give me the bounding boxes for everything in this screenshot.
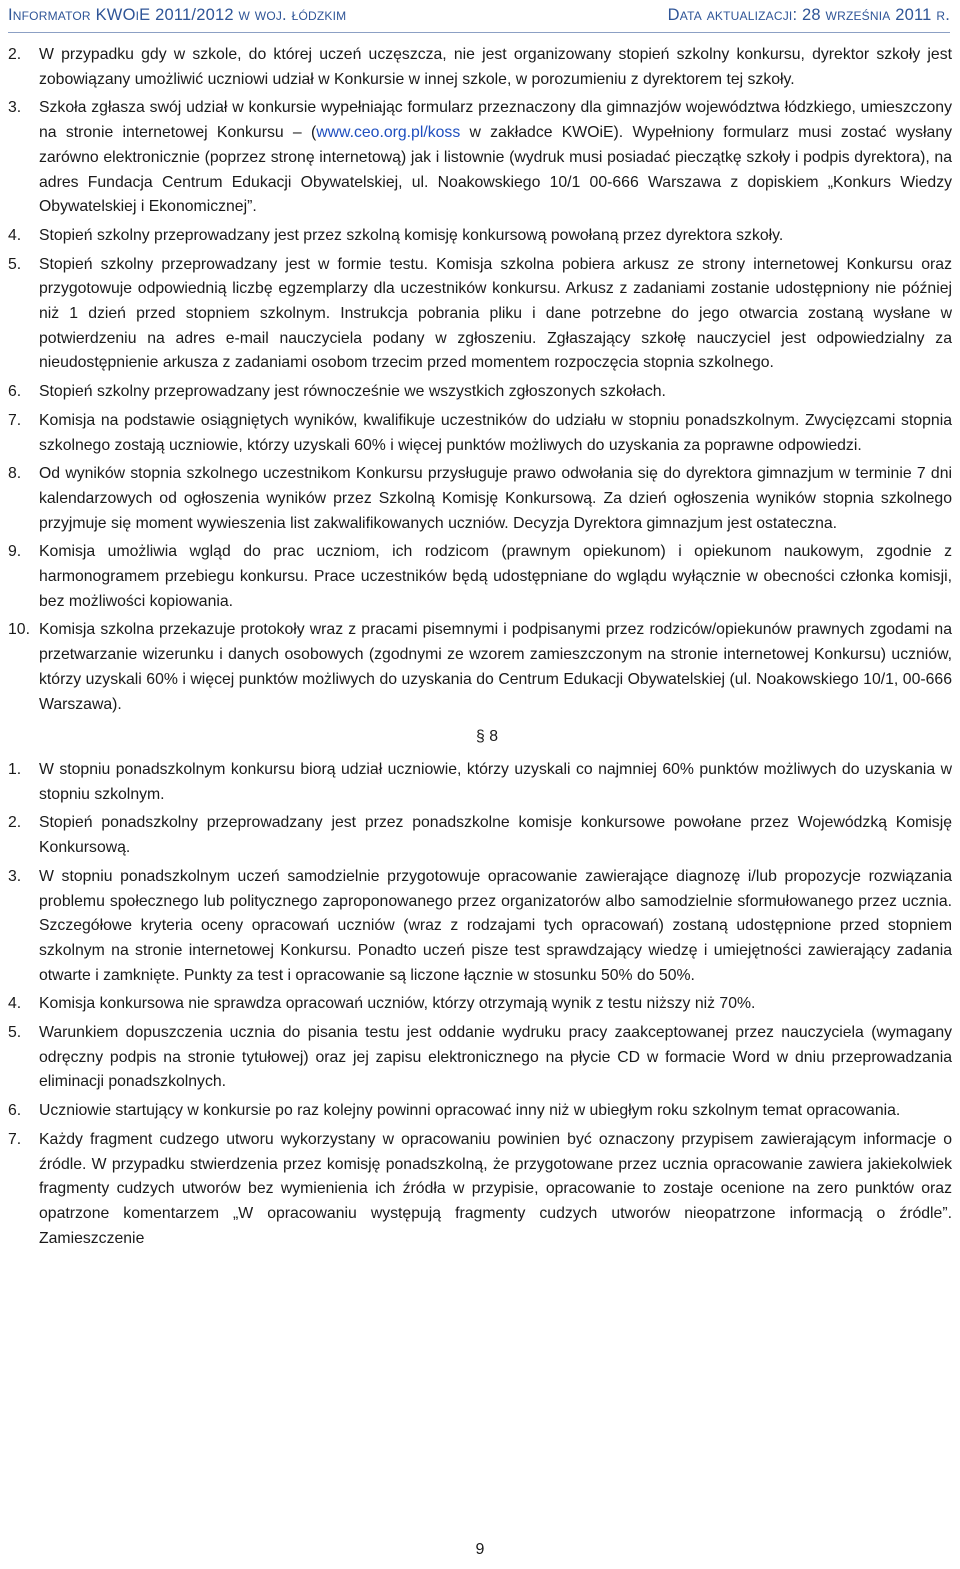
header-title: Informator KWOiE 2011/2012 w woj. łódzkim: [8, 6, 347, 24]
document-body: [8, 43, 952, 1255]
item-number: 3.: [8, 867, 22, 885]
list-item: [8, 380, 952, 405]
list-item: [8, 758, 952, 807]
item-text-part: w zakładce KWOiE). Wypełniony formularz musi zostać wysłany zarówno elektronicznie (poprzez stronę internetową) jak i listownie (wydruk musi posiadać pieczątkę szkoły i podpis dyrektora), na adres Fundacja Centrum Edukacji Obywatelskiej, ul. Noakowskiego 10/1 00-666 Warszawa z dopiskiem „Konkurs Wiedzy Obywatelskiej i Ekonomicznej”.: [39, 124, 953, 216]
item-text-part: Szkoła zgłasza swój udział w konkursie wypełniając formularz przeznaczony dla gimnazjów województwa łódzkiego, umieszczony na stronie internetowej Konkursu – (: [39, 99, 952, 142]
list-item: [8, 462, 952, 536]
item-number: 1.: [8, 760, 22, 778]
item-number: 7.: [8, 1130, 22, 1148]
item-text: Uczniowie startujący w konkursie po raz kolejny powinni opracować inny niż w ubiegłym roku szkolnym temat opracowania.: [39, 1102, 901, 1120]
list-item: [8, 1099, 952, 1124]
list-section-7-continued: [8, 43, 952, 92]
list-item: [8, 224, 952, 249]
item-number: 2.: [8, 46, 22, 63]
item-text: Każdy fragment cudzego utworu wykorzystany w opracowaniu powinien być oznaczony przypisem zawierającym informacje o źródle. W przypadku stwierdzenia przez komisję ponadszkolną, że przygotowane przez ucznia opracowanie zawiera jakiekolwiek fragmenty cudzych utworów bez wymienienia ich źródła w przypisie, opracowanie to zostaje ocenione na zero punktów oraz opatrzone komentarzem „W opracowaniu występują fragmenty cudzych utworów nieopatrzone informacją o źródle”. Zamieszczenie: [39, 1130, 952, 1247]
list-item: [8, 1021, 952, 1095]
item-text: Komisja na podstawie osiągniętych wyników, kwalifikuje uczestników do udziału w stopniu ponadszkolnym. Zwycięzcami stopnia szkolnego zostają uczniowie, którzy uzyskali 60% i więcej punktów możliwych do uzyskania za poprawne odpowiedzi.: [39, 411, 952, 454]
item-text: Stopień szkolny przeprowadzany jest przez szkolną komisję konkursową powołaną przez dyrektora szkoły.: [39, 226, 784, 244]
item-number: 5.: [8, 1024, 22, 1042]
item-text: Stopień ponadszkolny przeprowadzany jest przez ponadszkolne komisje konkursowe powołane przez Wojewódzką Komisję Konkursową.: [39, 814, 952, 857]
list-item: [8, 1128, 952, 1252]
item-number: 2.: [8, 814, 22, 832]
item-number: 9.: [8, 543, 22, 561]
list-item: [8, 43, 952, 92]
item-number: 3.: [8, 99, 22, 117]
list-item: [8, 811, 952, 860]
list-section-8: [8, 758, 952, 1251]
item-text: Komisja szkolna przekazuje protokoły wraz z pracami pisemnymi i podpisanymi przez rodziców/opiekunów prawnych zgodami na przetwarzanie wizerunku i danych osobowych (zgodnymi ze wzorem zamieszczonym na stronie internetowej Konkursu) uczniów, którzy uzyskali 60% i więcej punktów możliwych do uzyskania do Centrum Edukacji Obywatelskiej (ul. Noakowskiego 10/1, 00-666 Warszawa).: [39, 621, 952, 713]
list-item: [8, 540, 952, 614]
page-number: 9: [475, 1541, 485, 1558]
item-number: 6.: [8, 1102, 22, 1120]
list-item: [8, 96, 952, 220]
item-number: 5.: [8, 255, 22, 273]
list-section-7-rest: [8, 224, 952, 717]
item-number: 4.: [8, 226, 22, 244]
list-item: [8, 618, 952, 717]
item-number: 10.: [8, 621, 30, 639]
item-text: Komisja umożliwia wgląd do prac uczniom, ich rodzicom (prawnym opiekunom) i opiekunom naukowym, zgodnie z harmonogramem przebiegu konkursu. Prace uczestników będą udostępniane do wglądu wyłącznie w obecności członka komisji, bez możliwości kopiowania.: [39, 543, 952, 610]
section-heading: § 8: [476, 728, 498, 746]
item-text: W stopniu ponadszkolnym konkursu biorą udział uczniowie, którzy uzyskali co najmniej 60% punktów możliwych do uzyskania w stopniu szkolnym.: [39, 760, 952, 803]
item-number: 4.: [8, 995, 22, 1013]
item-text: Od wyników stopnia szkolnego uczestnikom Konkursu przysługuje prawo odwołania się do dyrektora gimnazjum w terminie 7 dni kalendarzowych od ogłoszenia wyników przez Szkolną Komisję Konkursową. Za dzień ogłoszenia wyników stopnia szkolnego przyjmuje się moment wywieszenia list zakwalifikowanych uczniów. Decyzja Dyrektora gimnazjum jest ostateczna.: [39, 465, 952, 532]
item-text: [39, 96, 952, 220]
item-number: 7.: [8, 411, 22, 429]
website-link[interactable]: www.ceo.org.pl/koss: [316, 124, 461, 142]
item-text: W przypadku gdy w szkole, do której uczeń uczęszcza, nie jest organizowany stopień szkolny konkursu, dyrektor szkoły jest zobowiązany umożliwić uczniowi udział w Konkursie w innej szkole, w porozumieniu z dyrektorem tej szkoły.: [39, 46, 952, 88]
page-header: [8, 0, 950, 33]
header-date: Data aktualizacji: 28 września 2011 r.: [667, 6, 950, 24]
item-number: 6.: [8, 383, 22, 401]
item-text: Stopień szkolny przeprowadzany jest równocześnie we wszystkich zgłoszonych szkołach.: [39, 383, 666, 401]
list-item: [8, 409, 952, 458]
item-text: Stopień szkolny przeprowadzany jest w formie testu. Komisja szkolna pobiera arkusz ze strony internetowej Konkursu oraz przygotowuje odpowiednią liczbę egzemplarzy dla uczestników konkursu. Arkusz z zadaniami zostanie udostępniony nie później niż 1 dzień przed stopniem szkolnym. Instrukcja pobrania pliku i dane potrzebne do jego otwarcia zostaną wysłane w potwierdzeniu na adres e-mail nauczyciela podany w zgłoszeniu. Zgłaszający szkołę nauczyciel jest odpowiedzialny za nieudostępnienie arkusza z zadaniami osobom trzecim przed momentem rozpoczęcia stopnia szkolnego.: [39, 255, 952, 372]
item-text: Warunkiem dopuszczenia ucznia do pisania testu jest oddanie wydruku pracy zaakceptowanej przez nauczyciela (wymagany odręczny podpis na stronie tytułowej) oraz jej zapisu elektronicznego na płycie CD w formacie Word w dniu przeprowadzania eliminacji ponadszkolnych.: [39, 1024, 952, 1091]
item-text: W stopniu ponadszkolnym uczeń samodzielnie przygotowuje opracowanie zawierające diagnozę i/lub propozycje rozwiązania problemu społecznego lub politycznego zaproponowanego przez organizatorów albo samodzielnie sformułowanego przez ucznia. Szczegółowe kryteria oceny opracowań uczniów (wraz z rodzajami tych opracowań) zostaną udostępnione przed stopniem szkolnym na stronie internetowej Konkursu. Ponadto uczeń pisze test sprawdzający wiedzę i umiejętności zawierający zadania otwarte i zamknięte. Punkty za test i opracowanie są liczone łącznie w stosunku 50% do 50%.: [39, 867, 952, 984]
item-text: Komisja konkursowa nie sprawdza opracowań uczniów, którzy otrzymają wynik z testu niższy niż 70%.: [39, 995, 756, 1013]
list-item: [8, 253, 952, 377]
list-item: [8, 992, 952, 1017]
item-number: 8.: [8, 465, 22, 483]
list-item: [8, 865, 952, 989]
